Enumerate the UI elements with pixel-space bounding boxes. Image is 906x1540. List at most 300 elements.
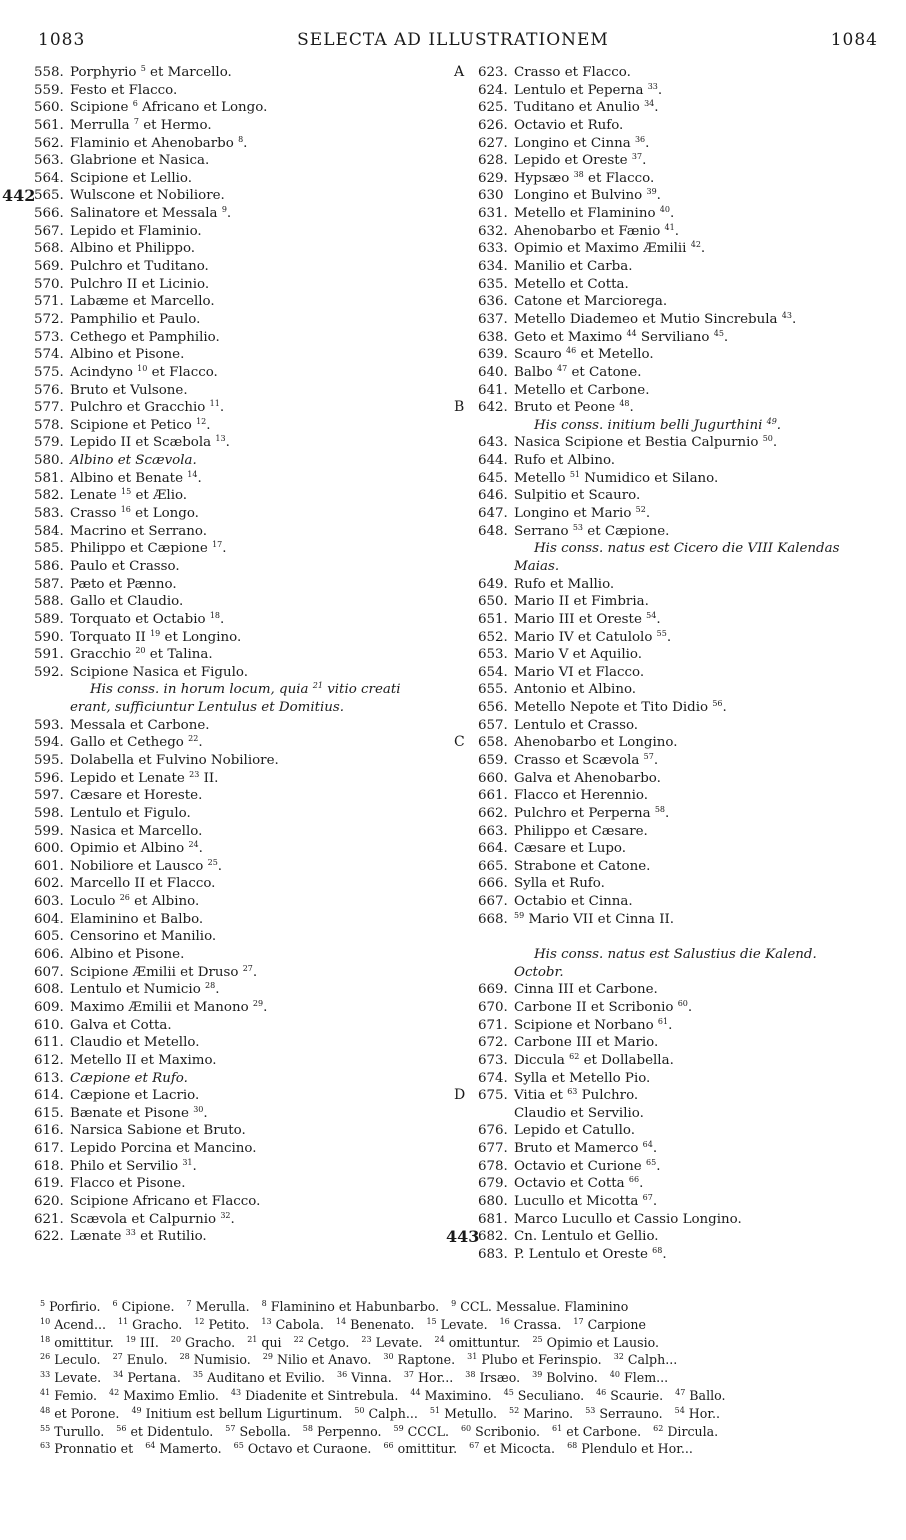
consul-entry bbox=[34, 417, 454, 435]
entry-consuls: Galva et Ahenobarbo. bbox=[514, 770, 661, 786]
footnotes bbox=[40, 1298, 880, 1458]
consul-entry bbox=[454, 734, 898, 752]
entry-year: 603. bbox=[34, 894, 64, 910]
entry-consuls: Cn. Lentulo et Gellio. bbox=[514, 1229, 659, 1245]
consul-entry bbox=[478, 611, 898, 629]
consul-entry bbox=[478, 1105, 898, 1123]
entry-year: 558. bbox=[34, 65, 64, 80]
consul-entry bbox=[34, 1228, 454, 1246]
entry-consuls: Bruto et Vulsone. bbox=[70, 382, 188, 398]
entry-year: 656. bbox=[478, 700, 508, 716]
left-column bbox=[2, 64, 454, 1246]
footnote-line: $^{26}$ Leculo. $^{27}$ Enulo. $^{28}$ Numisio. $^{29}$ Nilio et Anavo. $^{30}$ Raptone. $^{31}$ Plubo et Ferinspio. $^{32}$ Calph... bbox=[40, 1352, 678, 1368]
entry-year: 636. bbox=[478, 294, 508, 310]
entry-year: 624. bbox=[478, 82, 508, 98]
entry-consuls: Lepido et Oreste $^{37}$. bbox=[514, 152, 647, 169]
entry-consuls: Sylla et Rufo. bbox=[514, 876, 605, 892]
consul-entry bbox=[34, 399, 454, 417]
entry-consuls: Claudio et Servilio. bbox=[514, 1105, 644, 1121]
entry-year: 622. bbox=[34, 1229, 64, 1245]
entry-consuls: Metello et Flaminino $^{40}$. bbox=[514, 205, 675, 222]
consul-entry bbox=[34, 1105, 454, 1123]
consul-entry bbox=[478, 646, 898, 664]
note-text: erant, sufficiuntur Lentulus et Domitius. bbox=[70, 700, 345, 716]
consul-entry bbox=[34, 311, 454, 329]
consul-entry bbox=[478, 523, 898, 541]
entry-consuls: Scipione $^6$ Africano et Longo. bbox=[70, 99, 268, 116]
entry-year: 673. bbox=[478, 1052, 508, 1068]
consul-note bbox=[478, 964, 898, 982]
entry-consuls: Gracchio $^{20}$ et Talina. bbox=[70, 646, 213, 663]
entry-year: 658. bbox=[478, 735, 508, 751]
consul-entry bbox=[478, 1175, 898, 1193]
entry-year: 576. bbox=[34, 382, 64, 398]
consul-entry bbox=[454, 1087, 898, 1105]
consul-entry bbox=[478, 135, 898, 153]
entry-year: 583. bbox=[34, 506, 64, 522]
entry-consuls: Labæme et Marcello. bbox=[70, 294, 215, 310]
entry-year: 648. bbox=[478, 523, 508, 539]
consul-entry bbox=[34, 258, 454, 276]
entry-consuls: Gallo et Claudio. bbox=[70, 594, 184, 610]
entry-year: 631. bbox=[478, 206, 508, 222]
consul-note bbox=[478, 558, 898, 576]
entry-year: 588. bbox=[34, 594, 64, 610]
entry-consuls: Pamphilio et Paulo. bbox=[70, 311, 201, 327]
consul-entry bbox=[478, 170, 898, 188]
entry-consuls: Messala et Carbone. bbox=[70, 717, 210, 733]
entry-year: 563. bbox=[34, 153, 64, 169]
entry-consuls: Octavio et Rufo. bbox=[514, 117, 624, 133]
entry-consuls: Scævola et Calpurnio $^{32}$. bbox=[70, 1210, 235, 1227]
consul-entry bbox=[478, 911, 898, 929]
consul-entry bbox=[34, 152, 454, 170]
consul-entry bbox=[454, 64, 898, 82]
entry-year: 632. bbox=[478, 223, 508, 239]
consul-entry bbox=[34, 805, 454, 823]
entry-year: 567. bbox=[34, 223, 64, 239]
entry-year: 584. bbox=[34, 523, 64, 539]
entry-consuls: Octavio et Curione $^{65}$. bbox=[514, 1157, 661, 1174]
right-column bbox=[446, 64, 898, 1264]
consul-entry bbox=[478, 875, 898, 893]
entry-consuls: Bænate et Pisone $^{30}$. bbox=[70, 1104, 208, 1121]
entry-year: 646. bbox=[478, 488, 508, 504]
entry-year: 592. bbox=[34, 664, 64, 680]
entry-consuls: Rufo et Mallio. bbox=[514, 576, 615, 592]
footnote-line: $^{18}$ omittitur. $^{19}$ III. $^{20}$ Gracho. $^{21}$ qui $^{22}$ Cetgo. $^{23}$ Levate. $^{24}$ omittuntur. $^{25}$ Opimio et Lausio. bbox=[40, 1334, 659, 1350]
entry-consuls: Tuditano et Anulio $^{34}$. bbox=[514, 99, 659, 116]
entry-consuls: Geto et Maximo $^{44}$ Serviliano $^{45}$. bbox=[514, 328, 729, 345]
consul-entry bbox=[478, 1017, 898, 1035]
consul-note bbox=[34, 699, 454, 717]
entry-consuls: Lentulo et Peperna $^{33}$. bbox=[514, 81, 663, 98]
entry-year: 610. bbox=[34, 1017, 64, 1033]
consul-entry bbox=[478, 152, 898, 170]
entry-year: 581. bbox=[34, 470, 64, 486]
entry-consuls: Mario IV et Catulolo $^{55}$. bbox=[514, 628, 672, 645]
entry-year: 661. bbox=[478, 788, 508, 804]
entry-consuls: Lenate $^{15}$ et Ælio. bbox=[70, 487, 188, 504]
entry-consuls: Vitia et $^{63}$ Pulchro. bbox=[514, 1087, 639, 1104]
entry-consuls: Pulchro et Gracchio $^{11}$. bbox=[70, 399, 225, 416]
entry-year: 628. bbox=[478, 153, 508, 169]
consul-entry bbox=[446, 1227, 898, 1247]
entry-consuls: Cæpione et Rufo. bbox=[70, 1070, 188, 1086]
entry-year: 571. bbox=[34, 294, 64, 310]
entry-year: 585. bbox=[34, 541, 64, 557]
consul-entry bbox=[478, 1193, 898, 1211]
consul-entry bbox=[34, 523, 454, 541]
consul-entry bbox=[478, 1158, 898, 1176]
entry-year: 671. bbox=[478, 1017, 508, 1033]
consul-entry bbox=[478, 681, 898, 699]
consul-entry bbox=[478, 187, 898, 205]
entry-consuls: Flaminio et Ahenobarbo $^8$. bbox=[70, 134, 248, 151]
consul-entry bbox=[478, 205, 898, 223]
entry-year: 629. bbox=[478, 170, 508, 186]
margin-page-number: 442 bbox=[2, 186, 36, 206]
entry-consuls: Scipione et Norbano $^{61}$. bbox=[514, 1016, 673, 1033]
entry-year: 647. bbox=[478, 506, 508, 522]
entry-year: 639. bbox=[478, 347, 508, 363]
consul-entry bbox=[34, 82, 454, 100]
consul-entry bbox=[34, 981, 454, 999]
consul-entry bbox=[34, 611, 454, 629]
entry-consuls: P. Lentulo et Oreste $^{68}$. bbox=[514, 1245, 667, 1262]
blank-line bbox=[478, 928, 898, 946]
entry-consuls: Maximo Æmilii et Manono $^{29}$. bbox=[70, 998, 268, 1015]
entry-year: 569. bbox=[34, 259, 64, 275]
consul-entry bbox=[478, 858, 898, 876]
entry-consuls: Nobiliore et Lausco $^{25}$. bbox=[70, 857, 223, 874]
consul-entry bbox=[34, 99, 454, 117]
consul-entry bbox=[478, 470, 898, 488]
entry-year: 649. bbox=[478, 576, 508, 592]
consul-entry bbox=[478, 434, 898, 452]
entry-consuls: Balbo $^{47}$ et Catone. bbox=[514, 363, 642, 380]
consul-entry bbox=[34, 205, 454, 223]
consul-entry bbox=[34, 1052, 454, 1070]
consul-entry bbox=[34, 911, 454, 929]
consul-entry bbox=[454, 399, 898, 417]
entry-consuls: Carbone II et Scribonio $^{60}$. bbox=[514, 998, 693, 1015]
entry-consuls: Mario VI et Flacco. bbox=[514, 664, 645, 680]
entry-consuls: Lepido et Flaminio. bbox=[70, 223, 202, 239]
entry-year: 633. bbox=[478, 241, 508, 257]
entry-year: 678. bbox=[478, 1158, 508, 1174]
consul-entry bbox=[34, 135, 454, 153]
entry-year: 651. bbox=[478, 611, 508, 627]
entry-consuls: Cinna III et Carbone. bbox=[514, 982, 658, 998]
entry-consuls: Metello et Cotta. bbox=[514, 276, 629, 292]
consul-entry bbox=[34, 1070, 454, 1088]
consul-entry bbox=[478, 1052, 898, 1070]
entry-consuls: Lepido II et Scæbola $^{13}$. bbox=[70, 434, 230, 451]
entry-year: 607. bbox=[34, 964, 64, 980]
entry-consuls: Philo et Servilio $^{31}$. bbox=[70, 1157, 197, 1174]
entry-consuls: Galva et Cotta. bbox=[70, 1017, 172, 1033]
entry-consuls: Albino et Scævola. bbox=[70, 453, 197, 469]
footnote-line: $^{33}$ Levate. $^{34}$ Pertana. $^{35}$ Auditano et Evilio. $^{36}$ Vinna. $^{37}$ Hor... $^{38}$ Irsæo. $^{39}$ Bolvino. $^{40}$ Flem... bbox=[40, 1370, 669, 1386]
margin-page-number: 443 bbox=[446, 1227, 480, 1247]
entry-year: 613. bbox=[34, 1070, 64, 1086]
entry-year: 577. bbox=[34, 400, 64, 416]
entry-consuls: Flacco et Pisone. bbox=[70, 1176, 186, 1192]
entry-year: 659. bbox=[478, 752, 508, 768]
note-text: His conss. natus est Salustius die Kalend. bbox=[534, 947, 817, 963]
page-number-right: 1084 bbox=[830, 30, 878, 50]
entry-year: 668. bbox=[478, 911, 508, 927]
consul-entry bbox=[34, 875, 454, 893]
entry-consuls: Opimio et Albino $^{24}$. bbox=[70, 840, 203, 857]
note-text: His conss. in horum locum, quia $^{21}$ vitio creati bbox=[90, 681, 401, 698]
entry-consuls: Albino et Pisone. bbox=[70, 947, 185, 963]
footnote-line: $^{41}$ Femio. $^{42}$ Maximo Emlio. $^{43}$ Diadenite et Sintrebula. $^{44}$ Maximino. $^{45}$ Seculiano. $^{46}$ Scaurie. $^{47}$ Ballo. bbox=[40, 1387, 726, 1403]
entry-year: 644. bbox=[478, 453, 508, 469]
consul-entry bbox=[478, 487, 898, 505]
consul-entry bbox=[34, 293, 454, 311]
entry-consuls: Ahenobarbo et Fænio $^{41}$. bbox=[514, 222, 679, 239]
entry-consuls: Metello $^{51}$ Numidico et Silano. bbox=[514, 469, 719, 486]
entry-year: 655. bbox=[478, 682, 508, 698]
entry-consuls: Opimio et Maximo Æmilii $^{42}$. bbox=[514, 240, 706, 257]
entry-year: 664. bbox=[478, 841, 508, 857]
consul-entry bbox=[34, 382, 454, 400]
entry-consuls: Lentulo et Crasso. bbox=[514, 717, 639, 733]
entry-year: 574. bbox=[34, 347, 64, 363]
entry-consuls: Lepido et Lenate $^{23}$ II. bbox=[70, 769, 219, 786]
entry-consuls: Mario II et Fimbria. bbox=[514, 594, 649, 610]
consul-entry bbox=[34, 434, 454, 452]
entry-year: 602. bbox=[34, 876, 64, 892]
consul-entry bbox=[34, 117, 454, 135]
entry-consuls: Loculo $^{26}$ et Albino. bbox=[70, 893, 200, 910]
entry-year: 597. bbox=[34, 788, 64, 804]
consul-entry bbox=[34, 505, 454, 523]
consul-entry bbox=[478, 82, 898, 100]
consul-entry bbox=[34, 240, 454, 258]
entry-consuls: $^{59}$ Mario VII et Cinna II. bbox=[514, 910, 675, 927]
entry-year: 616. bbox=[34, 1123, 64, 1139]
entry-consuls: Catone et Marciorega. bbox=[514, 294, 668, 310]
entry-year: 663. bbox=[478, 823, 508, 839]
entry-consuls: Pulchro II et Licinio. bbox=[70, 276, 210, 292]
consul-entry bbox=[478, 664, 898, 682]
consul-entry bbox=[478, 99, 898, 117]
entry-consuls: Octabio et Cinna. bbox=[514, 894, 633, 910]
entry-consuls: Scipione et Lellio. bbox=[70, 170, 192, 186]
entry-year: 608. bbox=[34, 982, 64, 998]
entry-year: 568. bbox=[34, 241, 64, 257]
consul-entry bbox=[34, 452, 454, 470]
entry-year: 621. bbox=[34, 1211, 64, 1227]
entry-consuls: Bruto et Peone $^{48}$. bbox=[514, 399, 634, 416]
entry-consuls: Metello Nepote et Tito Didio $^{56}$. bbox=[514, 699, 727, 716]
entry-consuls: Albino et Philippo. bbox=[70, 241, 196, 257]
consul-entry bbox=[478, 452, 898, 470]
entry-consuls: Pulchro et Tuditano. bbox=[70, 259, 209, 275]
consul-entry bbox=[478, 1034, 898, 1052]
entry-year: 591. bbox=[34, 647, 64, 663]
entry-consuls: Cæsare et Lupo. bbox=[514, 841, 627, 857]
entry-year: 605. bbox=[34, 929, 64, 945]
entry-consuls: Lentulo et Figulo. bbox=[70, 805, 191, 821]
consul-entry bbox=[34, 858, 454, 876]
entry-consuls: Gallo et Cethego $^{22}$. bbox=[70, 734, 203, 751]
section-letter: D bbox=[454, 1087, 466, 1104]
entry-consuls: Lepido Porcina et Mancino. bbox=[70, 1141, 257, 1157]
entry-consuls: Wulscone et Nobiliore. bbox=[70, 188, 225, 204]
entry-consuls: Festo et Flacco. bbox=[70, 82, 178, 98]
consul-entry bbox=[478, 823, 898, 841]
entry-year: 634. bbox=[478, 259, 508, 275]
consul-entry bbox=[34, 558, 454, 576]
entry-consuls: Crasso et Scævola $^{57}$. bbox=[514, 751, 659, 768]
entry-consuls: Macrino et Serrano. bbox=[70, 523, 207, 539]
entry-consuls: Philippo et Cæpione $^{17}$. bbox=[70, 540, 227, 557]
consul-entry bbox=[34, 1140, 454, 1158]
entry-consuls: Scipione Æmilii et Druso $^{27}$. bbox=[70, 963, 258, 980]
entry-year: 657. bbox=[478, 717, 508, 733]
entry-consuls: Diccula $^{62}$ et Dollabella. bbox=[514, 1051, 674, 1068]
consul-entry bbox=[478, 276, 898, 294]
consul-entry bbox=[478, 240, 898, 258]
entry-consuls: Marco Lucullo et Cassio Longino. bbox=[514, 1211, 742, 1227]
entry-year: 635. bbox=[478, 276, 508, 292]
page-number-left: 1083 bbox=[38, 30, 86, 50]
entry-year: 676. bbox=[478, 1123, 508, 1139]
entry-consuls: Nasica Scipione et Bestia Calpurnio $^{50}$. bbox=[514, 434, 778, 451]
consul-entry bbox=[478, 1211, 898, 1229]
entry-year: 638. bbox=[478, 329, 508, 345]
entry-consuls: Porphyrio $^5$ et Marcello. bbox=[70, 64, 232, 80]
entry-year: 653. bbox=[478, 647, 508, 663]
entry-consuls: Metello et Carbone. bbox=[514, 382, 650, 398]
consul-entry bbox=[478, 787, 898, 805]
consul-entry bbox=[34, 329, 454, 347]
consul-note bbox=[478, 540, 898, 558]
entry-year: 566. bbox=[34, 206, 64, 222]
entry-year: 595. bbox=[34, 752, 64, 768]
consul-entry bbox=[34, 364, 454, 382]
entry-consuls: Strabone et Catone. bbox=[514, 858, 651, 874]
entry-consuls: Lepido et Catullo. bbox=[514, 1123, 636, 1139]
entry-year: 586. bbox=[34, 558, 64, 574]
entry-consuls: Pæto et Pænno. bbox=[70, 576, 177, 592]
consul-entry bbox=[478, 346, 898, 364]
consul-entry bbox=[478, 593, 898, 611]
consul-entry bbox=[478, 576, 898, 594]
entry-year: 675. bbox=[478, 1088, 508, 1104]
note-text: Octobr. bbox=[514, 964, 564, 980]
consul-entry bbox=[478, 311, 898, 329]
entry-year: 674. bbox=[478, 1070, 508, 1086]
entry-year: 627. bbox=[478, 135, 508, 151]
section-letter: B bbox=[454, 399, 465, 416]
note-text: Maias. bbox=[514, 558, 560, 574]
entry-year: 645. bbox=[478, 470, 508, 486]
entry-consuls: Dolabella et Fulvino Nobiliore. bbox=[70, 752, 279, 768]
consul-note bbox=[478, 417, 898, 435]
consul-entry bbox=[34, 823, 454, 841]
entry-consuls: Bruto et Mamerco $^{64}$. bbox=[514, 1140, 658, 1157]
consul-entry bbox=[34, 734, 454, 752]
consul-entry bbox=[34, 717, 454, 735]
entry-consuls: Claudio et Metello. bbox=[70, 1035, 200, 1051]
entry-consuls: Manilio et Carba. bbox=[514, 259, 633, 275]
consul-entry bbox=[478, 223, 898, 241]
entry-year: 677. bbox=[478, 1141, 508, 1157]
consul-entry bbox=[478, 840, 898, 858]
consul-entry bbox=[478, 1070, 898, 1088]
consul-entry bbox=[34, 346, 454, 364]
entry-consuls: Crasso $^{16}$ et Longo. bbox=[70, 505, 199, 522]
entry-consuls: Cæpione et Lacrio. bbox=[70, 1088, 200, 1104]
entry-consuls: Metello Diademeo et Mutio Sincrebula $^{43}$. bbox=[514, 310, 797, 327]
consul-note bbox=[34, 681, 454, 699]
entry-consuls: Albino et Pisone. bbox=[70, 347, 185, 363]
entry-year: 654. bbox=[478, 664, 508, 680]
entry-consuls: Mario V et Aquilio. bbox=[514, 647, 642, 663]
consul-entry bbox=[34, 893, 454, 911]
consul-entry bbox=[478, 770, 898, 788]
entry-year: 565. bbox=[34, 188, 64, 204]
entry-consuls: Elaminino et Balbo. bbox=[70, 911, 204, 927]
consul-entry bbox=[34, 1193, 454, 1211]
entry-consuls: Torquato et Octabio $^{18}$. bbox=[70, 610, 225, 627]
entry-year: 580. bbox=[34, 453, 64, 469]
entry-consuls: Longino et Mario $^{52}$. bbox=[514, 505, 651, 522]
consul-entry bbox=[478, 699, 898, 717]
entry-year: 598. bbox=[34, 805, 64, 821]
consul-entry bbox=[34, 946, 454, 964]
entry-year: 564. bbox=[34, 170, 64, 186]
consul-entry bbox=[478, 329, 898, 347]
entry-consuls: Octavio et Cotta $^{66}$. bbox=[514, 1175, 644, 1192]
entry-consuls: Metello II et Maximo. bbox=[70, 1052, 217, 1068]
entry-consuls: Glabrione et Nasica. bbox=[70, 153, 210, 169]
consul-entry bbox=[34, 1087, 454, 1105]
consul-entry bbox=[34, 964, 454, 982]
entry-year: 642. bbox=[478, 400, 508, 416]
consul-entry bbox=[478, 258, 898, 276]
entry-consuls: Censorino et Manilio. bbox=[70, 929, 217, 945]
consul-entry bbox=[478, 893, 898, 911]
consul-entry bbox=[478, 752, 898, 770]
entry-consuls: Acindyno $^{10}$ et Flacco. bbox=[70, 363, 218, 380]
footnote-line: $^5$ Porfirio. $^6$ Cipione. $^7$ Merulla. $^8$ Flaminino et Habunbarbo. $^9$ CCL. Messalue. Flaminino bbox=[40, 1299, 629, 1314]
entry-year: 573. bbox=[34, 329, 64, 345]
entry-year: 626. bbox=[478, 117, 508, 133]
entry-consuls: Nasica et Marcello. bbox=[70, 823, 203, 839]
entry-consuls: Antonio et Albino. bbox=[514, 682, 637, 698]
consul-entry bbox=[34, 1017, 454, 1035]
entry-year: 652. bbox=[478, 629, 508, 645]
entry-consuls: Philippo et Cæsare. bbox=[514, 823, 648, 839]
entry-consuls: Pulchro et Perperna $^{58}$. bbox=[514, 804, 670, 821]
entry-year: 559. bbox=[34, 82, 64, 98]
consul-entry bbox=[34, 1158, 454, 1176]
entry-consuls: Torquato II $^{19}$ et Longino. bbox=[70, 628, 242, 645]
entry-year: 614. bbox=[34, 1088, 64, 1104]
note-text: His conss. initium belli Jugurthini $^{49}$. bbox=[534, 416, 782, 433]
entry-consuls: Ahenobarbo et Longino. bbox=[514, 735, 678, 751]
entry-year: 611. bbox=[34, 1035, 64, 1051]
entry-consuls: Crasso et Flacco. bbox=[514, 65, 631, 80]
consul-entry bbox=[34, 646, 454, 664]
entry-consuls: Lænate $^{33}$ et Rutilio. bbox=[70, 1228, 207, 1245]
